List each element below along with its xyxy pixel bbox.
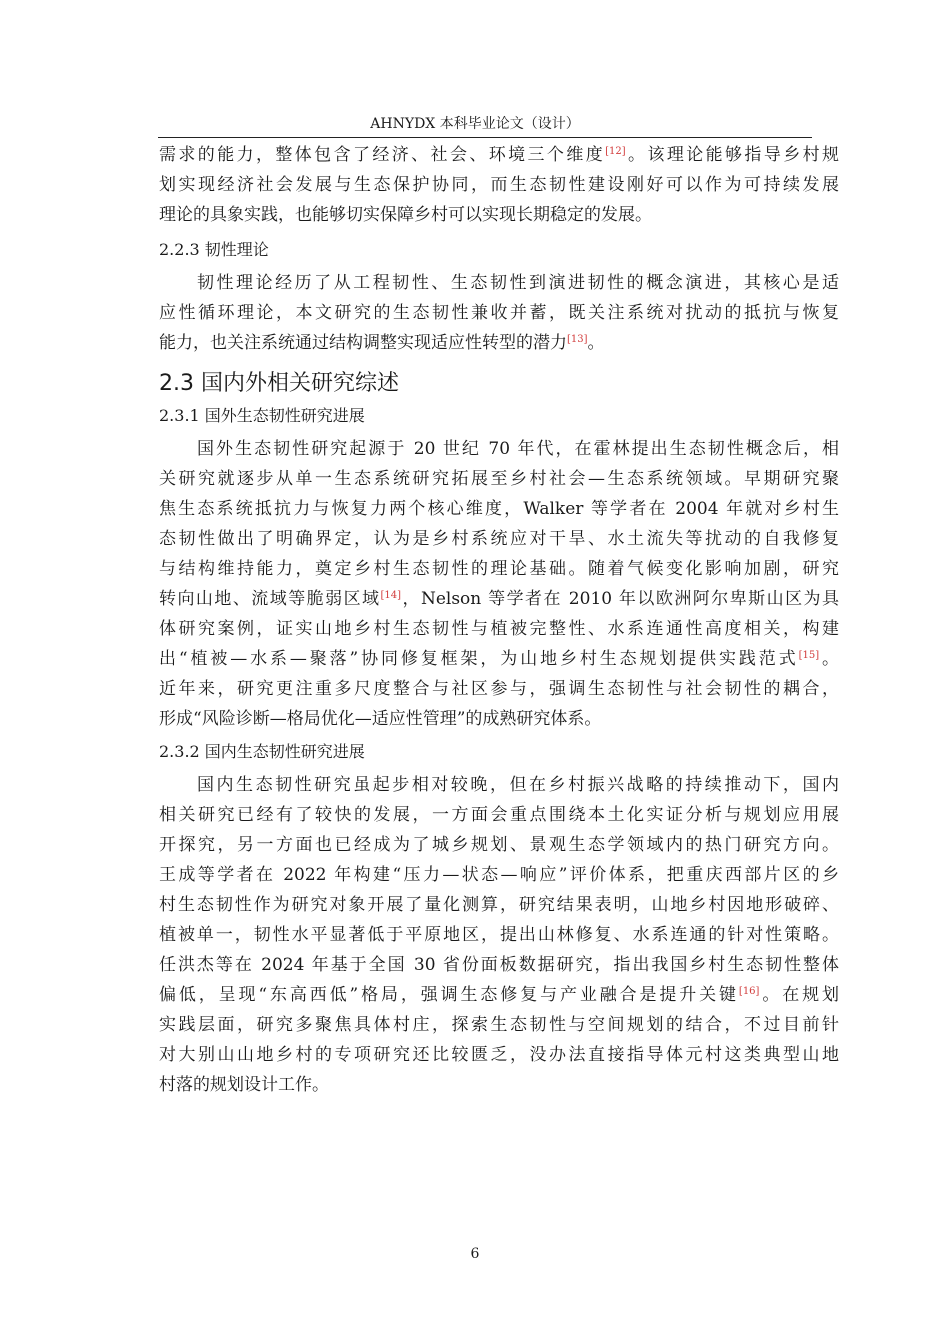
paragraph-foreign-research — [159, 434, 839, 734]
text-line: 出“植被—水系—聚落”协同修复框架，为山地乡村生态规划提供实践范式[15]。 — [159, 649, 839, 669]
text-line: 关研究就逐步从单一生态系统研究拓展至乡村社会—生态系统领域。早期研究聚 — [159, 469, 839, 489]
section-heading-2-3: 2.3 国内外相关研究综述 — [159, 371, 399, 396]
section-heading-2-3-1: 2.3.1 国外生态韧性研究进展 — [159, 406, 365, 425]
page-number: 6 — [470, 1246, 480, 1262]
text-line: 态韧性做出了明确界定，认为是乡村系统应对干旱、水土流失等扰动的自我修复 — [159, 529, 839, 549]
text-line: 对大别山山地乡村的专项研究还比较匮乏，没办法直接指导体元村这类典型山地 — [159, 1045, 839, 1065]
text-line: 相关研究已经有了较快的发展，一方面会重点围绕本土化实证分析与规划应用展 — [159, 805, 839, 825]
text-line: 任洪杰等在 2024 年基于全国 30 省份面板数据研究，指出我国乡村生态韧性整体 — [159, 955, 839, 975]
text-line: 国内生态韧性研究虽起步相对较晚，但在乡村振兴战略的持续推动下，国内 — [197, 775, 839, 795]
text-line: 王成等学者在 2022 年构建“压力—状态—响应”评价体系，把重庆西部片区的乡 — [159, 865, 839, 885]
citation-ref: [16] — [738, 986, 760, 997]
text-line: 焦生态系统抵抗力与恢复力两个核心维度，Walker 等学者在 2004 年就对乡村生 — [159, 499, 839, 519]
section-heading-2-2-3: 2.2.3 韧性理论 — [159, 240, 269, 259]
text-line: 应性循环理论，本文研究的生态韧性兼收并蓄，既关注系统对扰动的抵抗与恢复 — [159, 303, 839, 323]
text-line: 与结构维持能力，奠定乡村生态韧性的理论基础。随着气候变化影响加剧，研究 — [159, 559, 839, 579]
text-line: 转向山地、流域等脆弱区域[14]，Nelson 等学者在 2010 年以欧洲阿尔卑斯山区为具 — [159, 589, 839, 609]
text-line: 偏低，呈现“东高西低”格局，强调生态修复与产业融合是提升关键[16]。在规划 — [159, 985, 839, 1005]
paragraph-domestic-research — [159, 770, 839, 1100]
running-header: AHNYDX 本科毕业论文（设计） — [370, 116, 580, 132]
paragraph-resilience-theory — [159, 268, 839, 358]
text-line: 植被单一，韧性水平显著低于平原地区，提出山林修复、水系连通的针对性策略。 — [159, 925, 839, 945]
text-line: 理论的具象实践，也能够切实保障乡村可以实现长期稳定的发展。 — [159, 205, 652, 225]
section-heading-2-3-2: 2.3.2 国内生态韧性研究进展 — [159, 742, 365, 761]
text-line: 需求的能力，整体包含了经济、社会、环境三个维度[12]。该理论能够指导乡村规 — [159, 145, 840, 165]
text-line: 韧性理论经历了从工程韧性、生态韧性到演进韧性的概念演进，其核心是适 — [197, 273, 839, 293]
text-line: 近年来，研究更注重多尺度整合与社区参与，强调生态韧性与社会韧性的耦合， — [159, 679, 839, 699]
text-line: 村落的规划设计工作。 — [159, 1075, 329, 1095]
text-line: 形成“风险诊断—格局优化—适应性管理”的成熟研究体系。 — [159, 709, 602, 729]
text-line: 国外生态韧性研究起源于 20 世纪 70 年代，在霍林提出生态韧性概念后，相 — [197, 439, 839, 459]
text-line: 体研究案例，证实山地乡村生态韧性与植被完整性、水系连通性高度相关，构建 — [159, 619, 839, 639]
text-line: 划实现经济社会发展与生态保护协同，而生态韧性建设刚好可以作为可持续发展 — [159, 175, 839, 195]
text-line: 实践层面，研究多聚焦具体村庄，探索生态韧性与空间规划的结合，不过目前针 — [159, 1015, 839, 1035]
text-line: 村生态韧性作为研究对象开展了量化测算，研究结果表明，山地乡村因地形破碎、 — [159, 895, 839, 915]
header-rule — [158, 137, 812, 138]
text-line: 开探究，另一方面也已经成为了城乡规划、景观生态学领域内的热门研究方向。 — [159, 835, 839, 855]
text-line: 能力，也关注系统通过结构调整实现适应性转型的潜力[13]。 — [159, 333, 605, 353]
citation-ref: [15] — [798, 650, 820, 661]
paragraph-sustainability — [159, 140, 839, 230]
body-text — [159, 140, 839, 1100]
citation-ref: [13] — [567, 334, 588, 345]
citation-ref: [14] — [380, 590, 402, 601]
citation-ref: [12] — [605, 146, 626, 157]
